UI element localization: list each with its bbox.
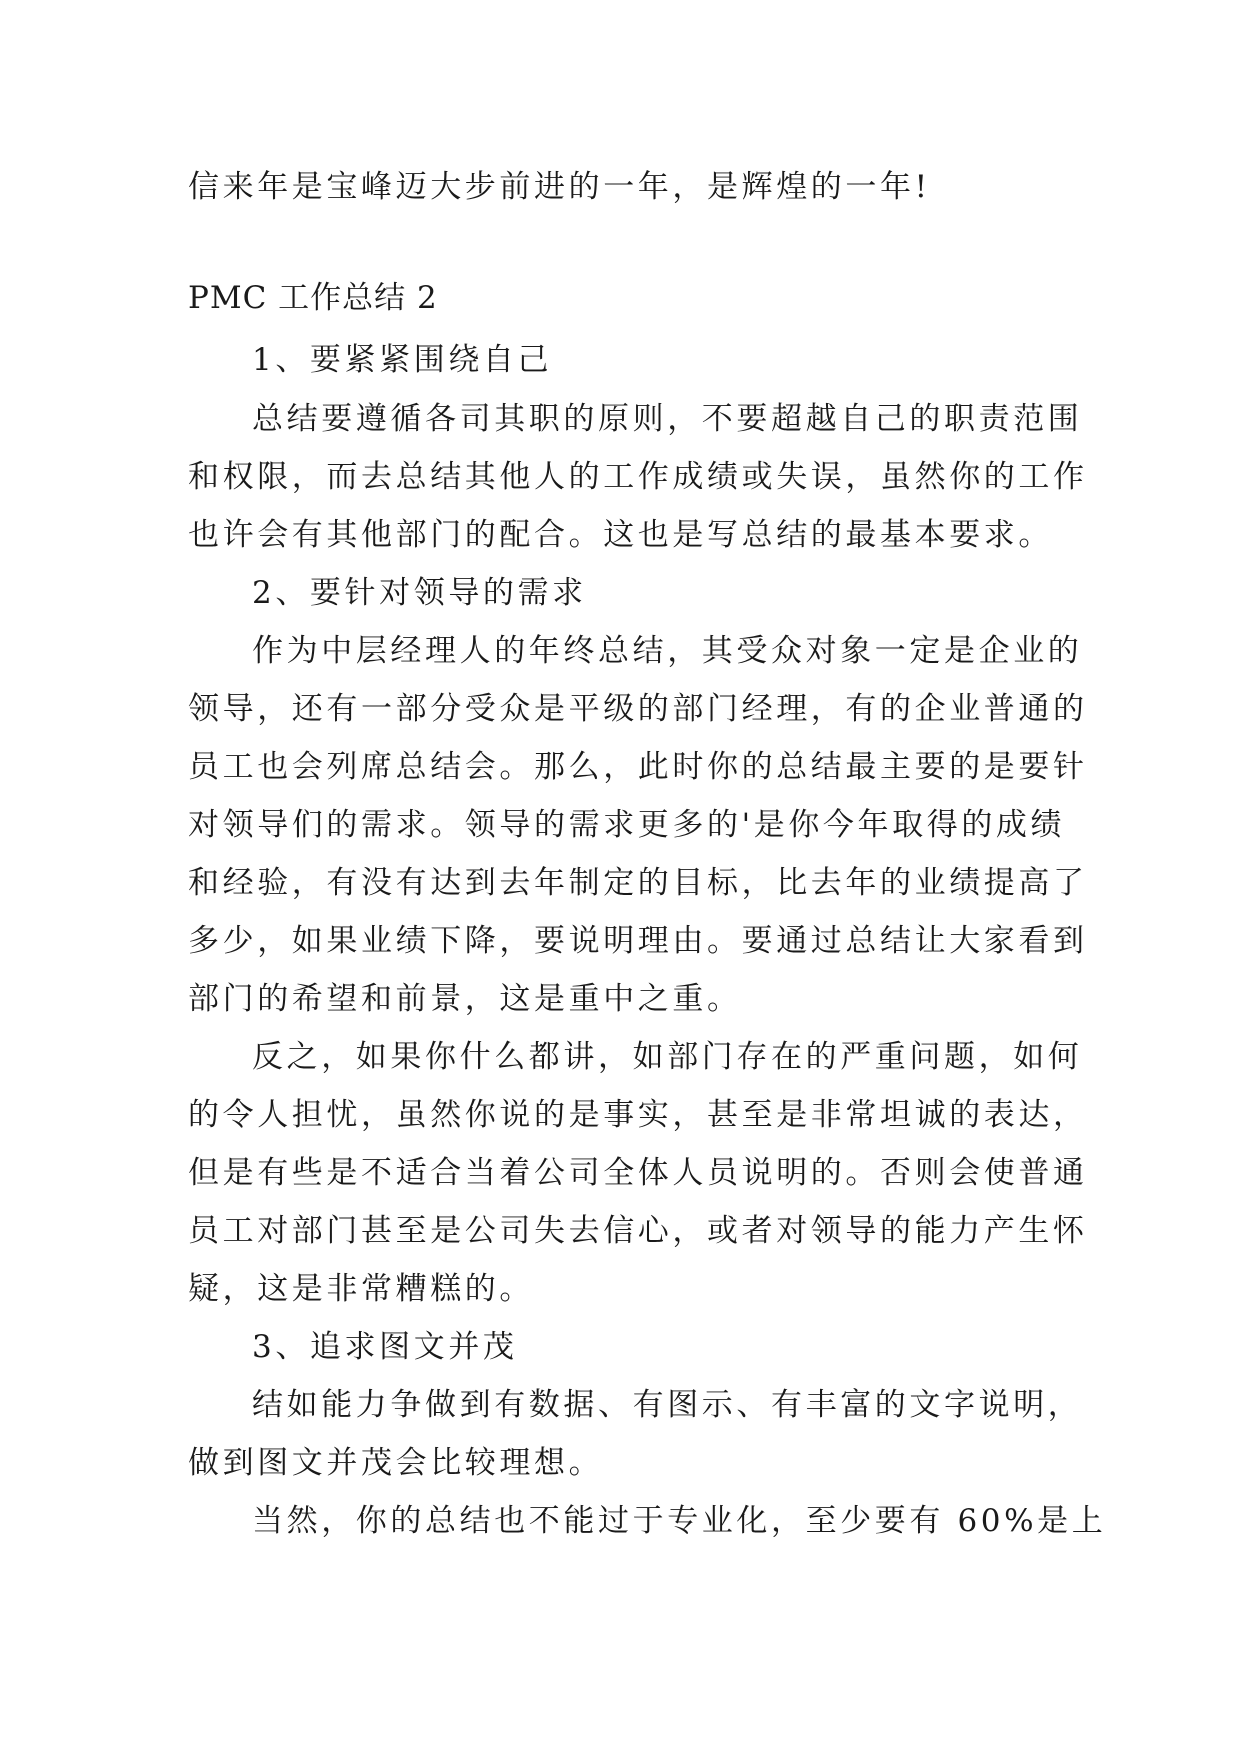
paragraph-line: 的令人担忧，虽然你说的是事实，甚至是非常坦诚的表达， (188, 1097, 1088, 1133)
paragraph-line: 结如能力争做到有数据、有图示、有丰富的文字说明， (252, 1387, 1083, 1423)
paragraph-line: 疑，这是非常糟糕的。 (188, 1271, 534, 1307)
numbered-heading: 2、要针对领导的需求 (252, 575, 587, 611)
paragraph-line: 和经验，有没有达到去年制定的目标，比去年的业绩提高了 (188, 865, 1088, 901)
paragraph-line: 员工也会列席总结会。那么，此时你的总结最主要的是要针 (188, 749, 1088, 785)
paragraph-line: 当然，你的总结也不能过于专业化，至少要有 60%是上 (252, 1503, 1107, 1539)
paragraph-line: 总结要遵循各司其职的原则，不要超越自己的职责范围 (252, 401, 1083, 437)
paragraph-line: 员工对部门甚至是公司失去信心，或者对领导的能力产生怀 (188, 1213, 1088, 1249)
section-title: PMC 工作总结 2 (188, 280, 438, 316)
paragraph-line: 部门的希望和前景，这是重中之重。 (188, 981, 742, 1017)
paragraph-line: 对领导们的需求。领导的需求更多的'是你今年取得的成绩 (188, 807, 1066, 843)
paragraph-line: 领导，还有一部分受众是平级的部门经理，有的企业普通的 (188, 691, 1088, 727)
numbered-heading: 1、要紧紧围绕自己 (252, 342, 553, 378)
paragraph-line: 但是有些是不适合当着公司全体人员说明的。否则会使普通 (188, 1155, 1088, 1191)
paragraph-line: 也许会有其他部门的配合。这也是写总结的最基本要求。 (188, 517, 1053, 553)
paragraph-line: 多少，如果业绩下降，要说明理由。要通过总结让大家看到 (188, 923, 1088, 959)
paragraph-line: 和权限，而去总结其他人的工作成绩或失误，虽然你的工作 (188, 459, 1088, 495)
paragraph-line: 做到图文并茂会比较理想。 (188, 1445, 604, 1481)
numbered-heading: 3、追求图文并茂 (252, 1329, 518, 1365)
body-text-line: 信来年是宝峰迈大步前进的一年，是辉煌的一年! (188, 169, 931, 205)
paragraph-line: 作为中层经理人的年终总结，其受众对象一定是企业的 (252, 633, 1083, 669)
paragraph-line: 反之，如果你什么都讲，如部门存在的严重问题，如何 (252, 1039, 1083, 1075)
